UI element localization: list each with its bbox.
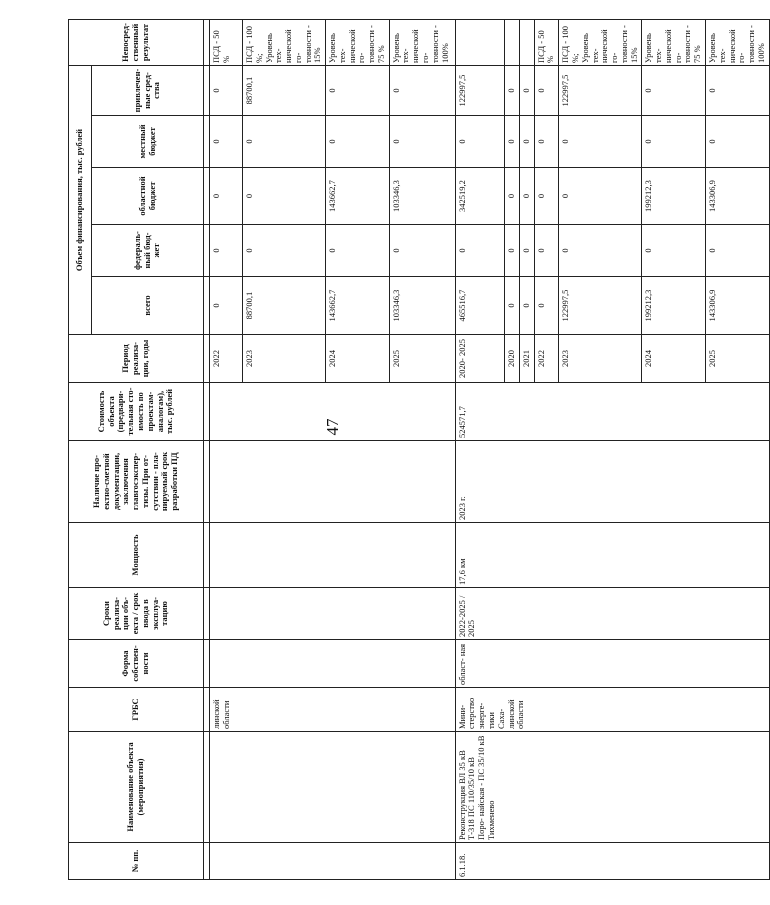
object-cost-cell: 524571,7 — [455, 383, 769, 441]
header-terms: Сроки реализа- ции объ- екта / срок ввода в эксплуа- тацию — [69, 588, 204, 640]
period-cell: 2023 — [559, 335, 642, 383]
local-cell: 0 — [455, 116, 504, 168]
regional-cell: 0 — [243, 168, 326, 225]
header-name: Наименование объекта (мероприятия) — [69, 732, 204, 843]
cont-ownership-cell — [210, 640, 456, 688]
total-cell: 143306,9 — [705, 277, 769, 335]
header-attracted: привлечен- ные сред- ства — [92, 66, 204, 116]
attracted-cell: 0 — [642, 66, 706, 116]
header-psd: Наличие про- ектно-сметной документации, заключения главгосэкспер- тизы. При от- сутствии - пла- нируемый срок разработки ПД — [69, 441, 204, 523]
cont-cost-cell — [210, 383, 456, 441]
attracted-cell: 0 — [210, 66, 243, 116]
period-cell: 2020 — [504, 335, 519, 383]
cont-capacity-cell — [210, 523, 456, 588]
header-funding-group: Объем финансирования, тыс. рублей — [69, 66, 92, 335]
federal-cell: 0 — [705, 225, 769, 277]
result-cell: ПСД - 50 % — [210, 20, 243, 66]
federal-cell: 0 — [210, 225, 243, 277]
object-terms-cell: 2022-2025 / 2025 — [455, 588, 769, 640]
total-cell: 0 — [519, 277, 534, 335]
federal-cell: 0 — [243, 225, 326, 277]
federal-cell: 0 — [389, 225, 455, 277]
header-capacity: Мощность — [69, 523, 204, 588]
object-capacity-cell: 17,6 км — [455, 523, 769, 588]
federal-cell: 0 — [326, 225, 390, 277]
result-cell: ПСД - 100 %; Уровень тех- нической го- товности - 15% — [243, 20, 326, 66]
period-cell: 2023 — [243, 335, 326, 383]
regional-cell: 199212,3 — [642, 168, 706, 225]
period-cell: 2020- 2025 — [455, 335, 504, 383]
local-cell: 0 — [559, 116, 642, 168]
header-cost: Стоимость объекта (предвари- тельная сто- имость по проектам- аналогам), тыс. рублей — [69, 383, 204, 441]
total-cell: 143662,7 — [326, 277, 390, 335]
local-cell: 0 — [534, 116, 559, 168]
attracted-cell: 0 — [504, 66, 519, 116]
result-cell — [504, 20, 519, 66]
regional-cell: 0 — [504, 168, 519, 225]
cont-psd-cell — [210, 441, 456, 523]
financing-table — [68, 19, 770, 880]
rotated-table-wrapper — [68, 20, 766, 880]
total-cell: 0 — [534, 277, 559, 335]
header-result: Непосред- ственный результат — [69, 20, 204, 66]
total-cell: 88700,1 — [243, 277, 326, 335]
cont-name-cell — [210, 732, 456, 843]
result-cell: ПСД - 50 % — [534, 20, 559, 66]
result-cell: ПСД - 100 %; Уровень тех- нической го- товности - 15% — [559, 20, 642, 66]
object-num-cell: 6.1.18. — [455, 843, 769, 880]
object-name-cell: Реконструкция ВЛ 35 кВ Т-318 ПС 110/35/10 кВ Поро- найская - ПС 35/10 кВ Тихменево — [455, 732, 769, 843]
cont-terms-cell — [210, 588, 456, 640]
cont-grbs-cell: линской области — [210, 688, 456, 732]
attracted-cell: 122997,5 — [455, 66, 504, 116]
object-ownership-cell: област- ная — [455, 640, 769, 688]
page-number: 47 — [323, 418, 342, 436]
regional-cell: 0 — [559, 168, 642, 225]
header-local: местный бюджет — [92, 116, 204, 168]
result-cell: Уровень тех- нической го- товности - 100% — [705, 20, 769, 66]
total-cell: 103346,3 — [389, 277, 455, 335]
attracted-cell: 0 — [389, 66, 455, 116]
federal-cell: 0 — [534, 225, 559, 277]
attracted-cell: 0 — [534, 66, 559, 116]
total-cell: 199212,3 — [642, 277, 706, 335]
regional-cell: 0 — [519, 168, 534, 225]
period-cell: 2022 — [534, 335, 559, 383]
regional-cell: 143306,9 — [705, 168, 769, 225]
regional-cell: 0 — [210, 168, 243, 225]
cont-num-cell — [210, 843, 456, 880]
local-cell: 0 — [210, 116, 243, 168]
attracted-cell: 0 — [519, 66, 534, 116]
attracted-cell: 122997,5 — [559, 66, 642, 116]
total-cell: 0 — [210, 277, 243, 335]
total-cell: 122997,5 — [559, 277, 642, 335]
result-cell — [455, 20, 504, 66]
federal-cell: 0 — [559, 225, 642, 277]
period-cell: 2024 — [326, 335, 390, 383]
federal-cell: 0 — [504, 225, 519, 277]
object-grbs-cell: Мини- стерство энерге- тики Саха- линской области — [455, 688, 769, 732]
regional-cell: 342519,2 — [455, 168, 504, 225]
local-cell: 0 — [642, 116, 706, 168]
regional-cell: 0 — [534, 168, 559, 225]
table-row — [210, 20, 243, 880]
local-cell: 0 — [705, 116, 769, 168]
header-ownership: Форма собствен- ности — [69, 640, 204, 688]
local-cell: 0 — [326, 116, 390, 168]
total-cell: 465516,7 — [455, 277, 504, 335]
header-period: Период реализа- ции, годы — [69, 335, 204, 383]
table-row — [455, 20, 504, 880]
local-cell: 0 — [519, 116, 534, 168]
period-cell: 2021 — [519, 335, 534, 383]
period-cell: 2022 — [210, 335, 243, 383]
federal-cell: 0 — [519, 225, 534, 277]
regional-cell: 143662,7 — [326, 168, 390, 225]
period-cell: 2024 — [642, 335, 706, 383]
attracted-cell: 0 — [705, 66, 769, 116]
header-grbs: ГРБС — [69, 688, 204, 732]
result-cell: Уровень тех- нической го- товности - 75 % — [326, 20, 390, 66]
period-cell: 2025 — [705, 335, 769, 383]
local-cell: 0 — [504, 116, 519, 168]
local-cell: 0 — [243, 116, 326, 168]
federal-cell: 0 — [455, 225, 504, 277]
period-cell: 2025 — [389, 335, 455, 383]
attracted-cell: 0 — [326, 66, 390, 116]
header-regional: областной бюджет — [92, 168, 204, 225]
result-cell: Уровень тех- нической го- товности - 100% — [389, 20, 455, 66]
header-total: всего — [92, 277, 204, 335]
total-cell: 0 — [504, 277, 519, 335]
object-psd-cell: 2023 г. — [455, 441, 769, 523]
federal-cell: 0 — [642, 225, 706, 277]
regional-cell: 103346,3 — [389, 168, 455, 225]
header-federal: федераль- ный бюд- жет — [92, 225, 204, 277]
result-cell: Уровень тех- нической го- товности - 75 % — [642, 20, 706, 66]
attracted-cell: 88700,1 — [243, 66, 326, 116]
result-cell — [519, 20, 534, 66]
header-num: № пп. — [69, 843, 204, 880]
local-cell: 0 — [389, 116, 455, 168]
